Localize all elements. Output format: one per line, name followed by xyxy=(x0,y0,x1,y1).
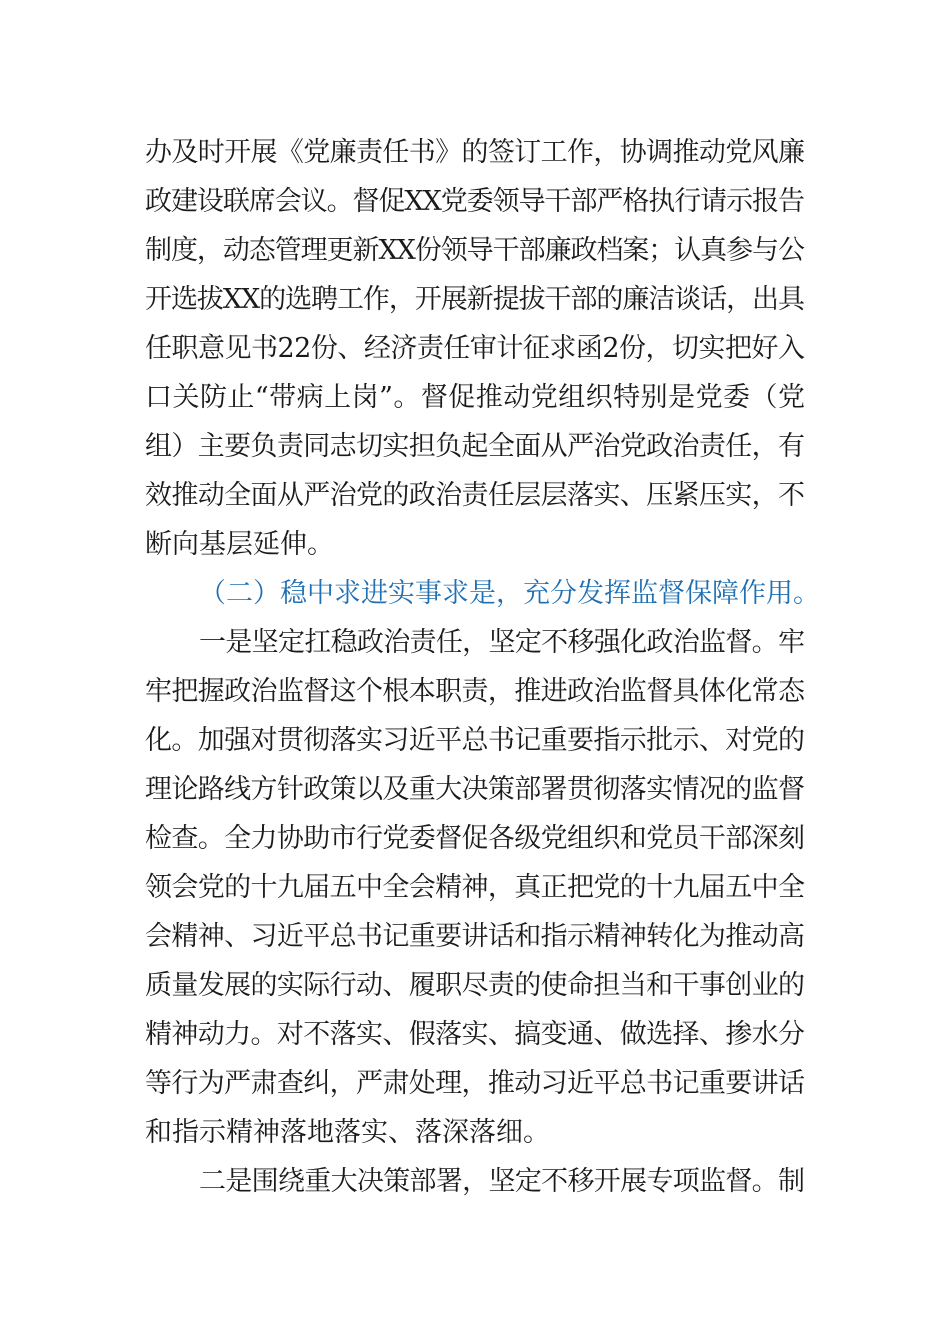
text-line: 化。加强对贯彻落实习近平总书记重要指示批示、对党的 xyxy=(145,725,805,756)
text-line: 等行为严肃查纠，严肃处理，推动习近平总书记重要讲话 xyxy=(145,1068,805,1099)
document-body xyxy=(145,128,820,1206)
text-line: 会精神、习近平总书记重要讲话和指示精神转化为推动高 xyxy=(145,921,805,952)
text-line: 口关防止“带病上岗”。督促推动党组织特别是党委（党 xyxy=(145,382,806,413)
text-line: 精神动力。对不落实、假落实、搞变通、做选择、掺水分 xyxy=(145,1019,805,1050)
text-line: 断向基层延伸。 xyxy=(145,529,334,560)
text-line: 检查。全力协助市行党委督促各级党组织和党员干部深刻 xyxy=(145,823,805,854)
text-line: 政建设联席会议。督促XX党委领导干部严格执行请示报告 xyxy=(145,186,804,217)
text-line: 理论路线方针政策以及重大决策部署贯彻落实情况的监督 xyxy=(145,774,805,805)
text-line: 开选拔XX的选聘工作，开展新提拔干部的廉洁谈话，出具 xyxy=(145,284,804,315)
text-line: 效推动全面从严治党的政治责任层层落实、压紧压实，不 xyxy=(145,480,805,511)
text-line: 组）主要负责同志切实担负起全面从严治党政治责任，有 xyxy=(145,431,805,462)
text-line: 质量发展的实际行动、履职尽责的使命担当和干事创业的 xyxy=(145,970,805,1001)
text-line: 一是坚定扛稳政治责任，坚定不移强化政治监督。牢 xyxy=(199,627,805,658)
text-line: 领会党的十九届五中全会精神，真正把党的十九届五中全 xyxy=(145,872,805,903)
paragraph-special-supervision xyxy=(145,1157,805,1206)
heading-line: （二）稳中求进实事求是，充分发挥监督保障作用。 xyxy=(199,578,820,609)
text-line: 制度，动态管理更新XX份领导干部廉政档案；认真参与公 xyxy=(145,235,804,266)
text-line: 牢把握政治监督这个根本职责，推进政治监督具体化常态 xyxy=(145,676,805,707)
paragraph-political-supervision xyxy=(145,618,805,1157)
paragraph-responsibility xyxy=(145,128,805,569)
section-heading xyxy=(145,569,820,618)
text-line: 二是围绕重大决策部署，坚定不移开展专项监督。制 xyxy=(199,1166,805,1197)
text-line: 办及时开展《党廉责任书》的签订工作，协调推动党风廉 xyxy=(145,137,805,168)
text-line: 和指示精神落地落实、落深落细。 xyxy=(145,1117,550,1148)
text-line: 任职意见书22份、经济责任审计征求函2份，切实把好入 xyxy=(145,333,805,364)
